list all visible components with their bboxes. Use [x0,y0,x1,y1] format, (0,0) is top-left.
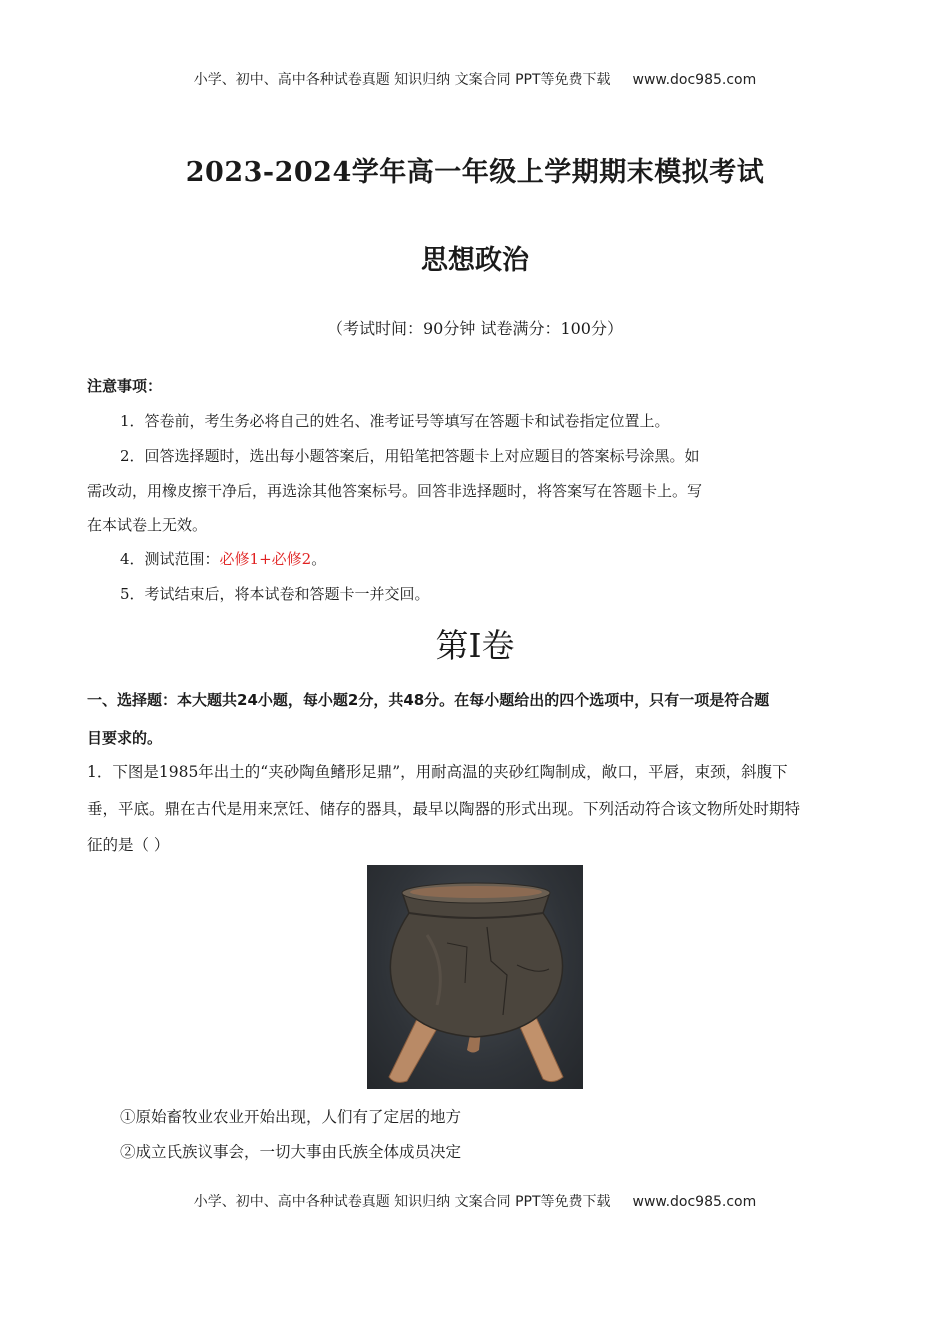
exam-title: 2023-2024学年高一年级上学期期末模拟考试 [185,157,765,188]
note-item-2-line-1: 2．回答选择题时，选出每小题答案后，用铅笔把答题卡上对应题目的答案标号涂黑。如 [120,447,700,465]
volume-heading: 第Ⅰ卷 [435,626,515,665]
exam-info: （考试时间：90分钟 试卷满分：100分） [327,319,623,338]
page-header [0,69,950,89]
section-instruction-line-2: 目要求的。 [87,729,163,747]
question-1-line-1: 1．下图是1985年出土的“夹砂陶鱼鳍形足鼎”，用耐高温的夹砂红陶制成，敞口，平唇，束颈，斜腹下 [87,763,788,781]
question-1-option-1: ①原始畜牧业农业开始出现，人们有了定居的地方 [120,1108,462,1126]
note-item-4-suffix: 。 [311,550,327,568]
notes-heading: 注意事项： [87,377,163,395]
page-footer [0,1191,950,1211]
footer-site-link[interactable]: www.doc985.com [632,1194,757,1210]
question-1-line-3: 征的是（ ） [87,836,170,854]
note-item-4-prefix: 4．测试范围： [120,550,220,568]
note-item-2-line-3: 在本试卷上无效。 [87,516,208,534]
note-item-5: 5．考试结束后，将本试卷和答题卡一并交回。 [120,585,430,603]
test-range: 必修1+必修2 [219,550,312,568]
section-instruction-line-1: 一、选择题：本大题共24小题，每小题2分，共48分。在每小题给出的四个选项中，只有一项是符合题 [87,691,770,709]
footer-text: 小学、初中、高中各种试卷真题 知识归纳 文案合同 PPT等免费下载 [193,1194,611,1210]
question-1-option-2: ②成立氏族议事会，一切大事由氏族全体成员决定 [120,1143,462,1161]
subject-title: 思想政治 [421,245,529,276]
question-1-line-2: 垂，平底。鼎在古代是用来烹饪、储存的器具，最早以陶器的形式出现。下列活动符合该文物所处时期特 [87,800,801,818]
header-site-link[interactable]: www.doc985.com [632,72,757,88]
header-text: 小学、初中、高中各种试卷真题 知识归纳 文案合同 PPT等免费下载 [193,72,611,88]
note-item-2-line-2: 需改动，用橡皮擦干净后，再选涂其他答案标号。回答非选择题时，将答案写在答题卡上。写 [87,482,703,500]
pottery-tripod-image [367,865,583,1089]
note-item-4 [120,548,326,569]
pottery-tripod-photo [367,865,583,1089]
note-item-1: 1．答卷前，考生务必将自己的姓名、准考证号等填写在答题卡和试卷指定位置上。 [120,412,670,430]
